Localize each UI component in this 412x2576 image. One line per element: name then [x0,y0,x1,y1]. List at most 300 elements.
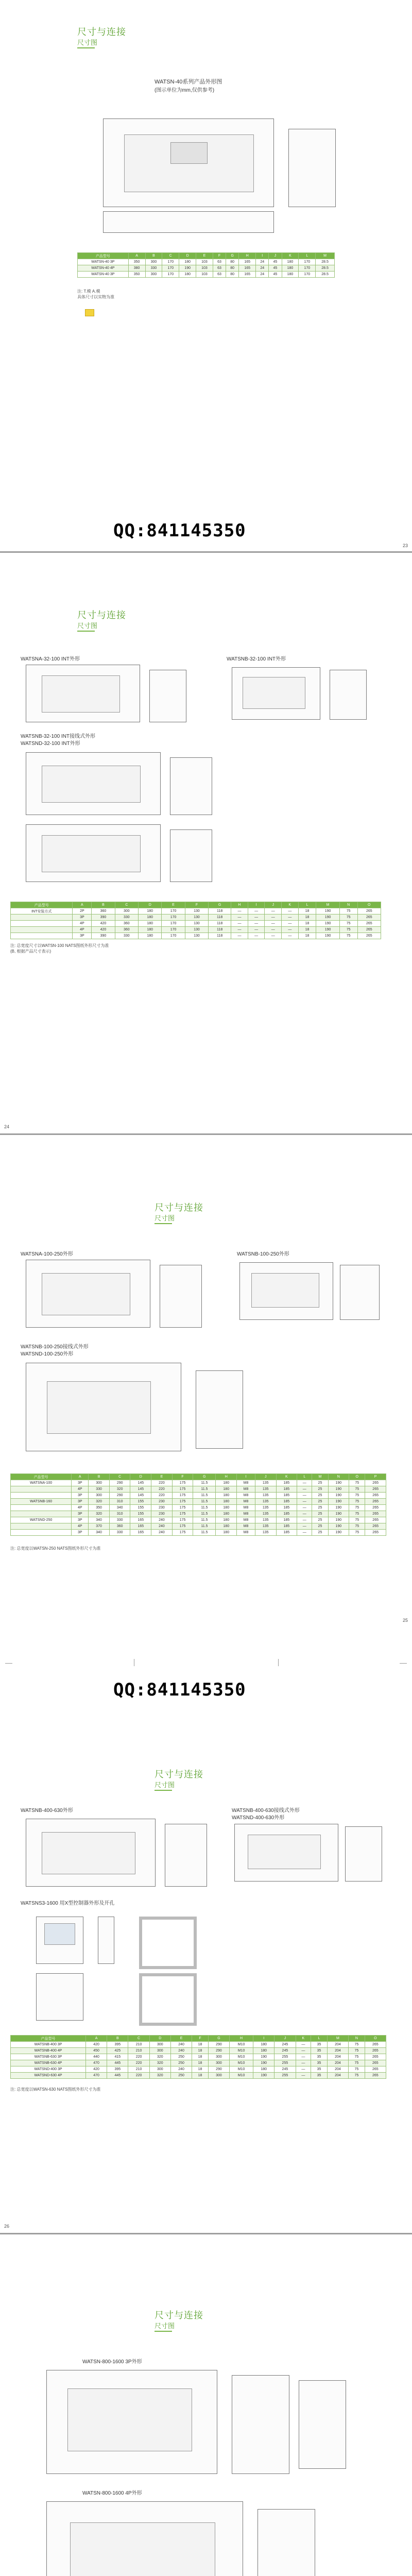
table-cell: 300 [115,908,138,914]
table-cell: WATSNB-160 [11,1499,72,1505]
watermark-text: QQ:841145350 [113,1680,246,1700]
table-cell: 180 [216,1493,237,1499]
table-header-cell: L [311,2036,328,2042]
table-cell: 450 [86,2048,107,2054]
table-row [11,1511,386,1517]
table-cell: 240 [170,2066,192,2073]
table-cell: 265 [365,2048,386,2054]
table-cell: 220 [151,1486,173,1493]
table-header-cell: L [298,902,316,908]
table-cell: — [248,933,265,939]
table-cell: 11.5 [193,1486,216,1493]
controller-cutout-2 [139,1973,197,2026]
table-cell: 250 [170,2060,192,2066]
table-cell: 35 [311,2048,328,2054]
table-cell: — [248,921,265,927]
table-cell: M10 [230,2048,253,2054]
table-cell: 3P [72,1530,89,1536]
page-2 [0,582,412,1154]
table-header-cell: D [179,253,196,259]
table-cell: — [297,1517,312,1523]
table-header-cell: J [265,902,282,908]
table-header-cell: E [170,2036,192,2042]
table-cell: 3P [72,1499,89,1505]
table-cell: 420 [92,927,115,933]
table-cell: 204 [327,2054,348,2060]
controller-front [36,1917,83,1964]
table-row [11,1493,386,1499]
table-header-cell: H [216,1474,237,1480]
table-cell: — [297,1493,312,1499]
dimension-table [77,252,335,278]
title-underline [154,1223,172,1224]
drawing-b [46,2501,243,2576]
table-cell [11,933,73,939]
table-cell: 204 [327,2066,348,2073]
table-cell: 265 [365,2060,386,2066]
table-header-cell: 产品型号 [11,2036,86,2042]
table-cell: 265 [365,1493,386,1499]
drawing-c-side [170,757,212,815]
table-row [78,265,335,272]
table-cell: 340 [89,1530,110,1536]
table-row [11,2048,386,2054]
table-cell: 300 [149,2042,170,2048]
table-header-cell: L [299,253,316,259]
title-underline [77,47,95,48]
table-header-cell: I [248,902,265,908]
table-cell: 330 [145,265,162,272]
table-cell: 155 [130,1505,151,1511]
table-cell: 180 [179,259,196,265]
table-cell: 190 [253,2073,274,2079]
crop-mark [278,1659,279,1666]
table-cell: 185 [276,1505,297,1511]
table-row [11,908,381,914]
table-cell: 180 [139,914,162,921]
table-cell: 25 [312,1505,328,1511]
table-cell: 190 [316,908,339,914]
table-cell: 170 [162,272,179,278]
table-note: 注: 总宽度尺寸以WATSN-100 NATS图纸外形尺寸为准 (B, 根据产品尺寸表示) [10,943,109,954]
drawing-label-a: WATSNA-100-250外形 [21,1251,73,1257]
table-cell: 265 [357,921,381,927]
table-cell: — [296,2066,311,2073]
table-cell: 240 [151,1517,173,1523]
table-header-cell: M [327,2036,348,2042]
table-cell: 265 [365,1499,386,1505]
table-cell: 330 [109,1517,130,1523]
table-row [11,1480,386,1486]
table-cell: 18 [192,2073,209,2079]
table-cell: 190 [328,1517,349,1523]
table-cell: 220 [128,2073,149,2079]
table-header-cell: 产品型号 [11,902,73,908]
table-cell [11,914,73,921]
table-cell: 3P [72,1511,89,1517]
table-cell: 175 [172,1530,193,1536]
table-cell: 24 [256,259,269,265]
table-cell: 3P [72,1493,89,1499]
table-cell: 18 [192,2066,209,2073]
table-cell: 80 [226,272,239,278]
table-cell: 395 [107,2066,128,2073]
table-header-cell: A [72,1474,89,1480]
table-cell: M8 [237,1530,255,1536]
table-header-cell: F [192,2036,209,2042]
table-cell: 320 [109,1486,130,1493]
table-header-cell: G [208,2036,229,2042]
table-cell: 250 [170,2073,192,2079]
table-cell: 265 [365,1505,386,1511]
handle-panel [170,142,208,164]
table-header-cell: C [162,253,179,259]
table-cell: 380 [128,265,145,272]
table-cell: 25 [312,1499,328,1505]
table-cell: — [282,921,299,927]
table-cell: 185 [276,1517,297,1523]
table-header-cell: D [149,2036,170,2042]
table-cell: 180 [179,272,196,278]
table-cell: 130 [185,921,208,927]
table-cell: 4P [72,1505,89,1511]
section-subtitle: 尺寸图 [154,1214,175,1222]
page-separator [0,1133,412,1135]
title-underline [154,1790,172,1791]
table-cell: 75 [349,1505,365,1511]
table-cell: 75 [349,1493,365,1499]
table-header-cell: F [172,1474,193,1480]
table-row [78,259,335,265]
table-cell: 18 [298,914,316,921]
watermark-text: QQ:841145350 [113,520,246,541]
table-cell: 210 [128,2042,149,2048]
table-header-cell: N [339,902,357,908]
table-cell: 155 [130,1499,151,1505]
table-cell: 180 [216,1517,237,1523]
table-cell: 220 [128,2060,149,2066]
table-cell: WATSND-630 4P [11,2073,86,2079]
section-title: 尺寸与连接 [154,2310,203,2320]
table-cell: 75 [349,2048,365,2054]
controller-back [36,1973,83,2021]
table-cell: 310 [109,1499,130,1505]
table-cell: 415 [107,2054,128,2060]
crop-mark [5,1663,12,1664]
table-cell: 11.5 [193,1517,216,1523]
table-cell: 300 [208,2060,229,2066]
table-cell: 63 [213,259,226,265]
table-cell: 75 [349,2060,365,2066]
table-cell: 25 [312,1480,328,1486]
table-cell: 300 [208,2054,229,2060]
table-cell: 470 [86,2073,107,2079]
page-1 [0,0,412,572]
table-cell: 170 [162,259,179,265]
table-cell: 4P [73,921,92,927]
table-header-cell: O [357,902,381,908]
drawing-label-d: WATSNS3-1600 用X型控制器外形及开孔 [21,1901,115,1906]
table-header-cell: B [92,902,115,908]
table-cell: 75 [349,2042,365,2048]
table-cell: 190 [328,1493,349,1499]
table-cell: 25 [312,1493,328,1499]
table-cell: 265 [365,1523,386,1530]
table-cell: 220 [151,1480,173,1486]
table-cell: 190 [253,2054,274,2060]
drawing-label-a: WATSN-800-1600 3P外形 [82,2359,142,2365]
table-cell: 420 [92,921,115,927]
table-cell: 170 [299,259,316,265]
drawing-a-side [165,1824,207,1887]
table-cell: M10 [230,2042,253,2048]
table-cell: 265 [365,1517,386,1523]
drawing-a-side [232,2375,289,2474]
table-header-cell: B [107,2036,128,2042]
table-row [11,1530,386,1536]
section-title: 尺寸与连接 [77,610,126,620]
table-cell: 11.5 [193,1511,216,1517]
table-cell: 175 [172,1499,193,1505]
note-sticker-icon [85,309,94,316]
table-cell: 445 [107,2073,128,2079]
table-cell: 11.5 [193,1499,216,1505]
table-cell: 190 [328,1486,349,1493]
table-cell: — [231,921,248,927]
table-cell: M8 [237,1480,255,1486]
table-cell: 3P [73,914,92,921]
table-cell: 135 [255,1523,276,1530]
drawing-label-d: WATSND-32-100 INT外形 [21,741,80,747]
table-cell: 360 [115,921,138,927]
table-header-row [11,2036,386,2042]
table-cell: — [248,927,265,933]
table-cell: 185 [276,1530,297,1536]
drawing-label-a: WATSNB-400-630外形 [21,1808,73,1814]
table-cell: 204 [327,2073,348,2079]
table-cell: 18 [192,2042,209,2048]
table-cell [11,921,73,927]
page-5 [0,2267,412,2576]
table-cell: 11.5 [193,1480,216,1486]
table-cell: 63 [213,272,226,278]
table-cell: 175 [172,1486,193,1493]
table-cell: 25 [312,1530,328,1536]
table-cell: M10 [230,2054,253,2060]
table-cell: 180 [216,1486,237,1493]
table-cell: 4P [72,1523,89,1530]
table-header-cell: K [282,253,299,259]
table-cell: 103 [196,265,213,272]
table-cell: 204 [327,2048,348,2054]
table-cell: 135 [255,1530,276,1536]
drawing-label-d: WATSND-100-250外形 [21,1351,74,1357]
table-header-cell: A [86,2036,107,2042]
table-row [11,1517,386,1523]
table-cell: 180 [282,259,299,265]
table-cell: 204 [327,2042,348,2048]
table-header-cell: K [276,1474,297,1480]
table-cell: 240 [151,1530,173,1536]
drawing-label-b: WATSNB-32-100 INT外形 [227,656,286,662]
table-cell: 265 [365,1480,386,1486]
table-row [11,2060,386,2066]
table-row [11,1505,386,1511]
table-cell: 340 [109,1505,130,1511]
table-cell: 185 [276,1480,297,1486]
table-row [11,1486,386,1493]
table-row [11,1523,386,1530]
table-cell: 135 [255,1486,276,1493]
table-header-cell: N [328,1474,349,1480]
table-header-cell: H [230,2036,253,2042]
table-cell: 180 [216,1511,237,1517]
table-cell: 175 [172,1523,193,1530]
table-cell: 3P [73,933,92,939]
table-cell: 300 [145,272,162,278]
table-cell: — [265,921,282,927]
table-cell: 170 [162,927,185,933]
table-cell: 425 [107,2048,128,2054]
drawing-label-a: WATSNA-32-100 INT外形 [21,656,80,662]
table-header-cell: M [316,253,335,259]
table-cell: 165 [130,1523,151,1530]
bottom-view-drawing [103,211,274,233]
table-header-cell: J [255,1474,276,1480]
table-cell: 130 [185,933,208,939]
table-cell: 245 [274,2066,296,2073]
table-header-cell: G [209,902,231,908]
table-cell: — [282,927,299,933]
table-cell: 118 [209,933,231,939]
table-cell: 35 [311,2073,328,2079]
table-cell: 290 [109,1493,130,1499]
drawing-d [26,824,161,882]
table-header-row [78,253,335,259]
table-cell: 230 [151,1511,173,1517]
table-cell: 185 [276,1499,297,1505]
table-cell: 190 [328,1505,349,1511]
table-cell: 290 [208,2042,229,2048]
table-header-cell: H [231,902,248,908]
table-header-row [11,902,381,908]
table-cell: 255 [274,2054,296,2060]
table-header-cell: O [365,2036,386,2042]
table-cell: 420 [86,2042,107,2048]
section-title: 尺寸与连接 [154,1769,203,1780]
drawing-title: WATSN-40系列产品外形图 [154,79,222,85]
table-cell: 210 [128,2048,149,2054]
table-cell: 135 [255,1499,276,1505]
controller-cutout [139,1917,197,1969]
page-separator [0,2233,412,2234]
drawing-label-b: WATSNB-400-630接线式外形 [232,1808,300,1814]
table-cell: 11.5 [193,1505,216,1511]
table-cell: INT安装方式 [11,908,73,914]
table-cell: 330 [115,933,138,939]
page-3 [0,1164,412,1721]
table-cell: 18 [192,2054,209,2060]
page-separator [0,551,412,553]
table-cell: 190 [316,927,339,933]
table-cell: 75 [339,933,357,939]
table-cell: 290 [208,2048,229,2054]
page-number: 24 [4,1124,10,1129]
table-cell: 118 [209,921,231,927]
table-cell: 11.5 [193,1523,216,1530]
table-header-cell: 产品型号 [78,253,129,259]
title-underline [77,631,95,632]
table-cell: — [248,908,265,914]
drawing-label-c: WATSND-400-630外形 [232,1815,285,1821]
table-header-cell: C [128,2036,149,2042]
table-cell: 145 [130,1480,151,1486]
table-cell: 330 [109,1530,130,1536]
table-header-cell: B [145,253,162,259]
table-cell: 80 [226,265,239,272]
table-header-cell: N [349,2036,365,2042]
table-cell: 145 [130,1486,151,1493]
table-header-cell: K [296,2036,311,2042]
table-cell: 190 [328,1511,349,1517]
table-cell: 190 [328,1480,349,1486]
table-cell: 265 [357,927,381,933]
table-cell: — [296,2054,311,2060]
table-cell: 180 [139,921,162,927]
table-cell: 180 [216,1523,237,1530]
table-cell: WATSNB-400 3P [11,2042,86,2048]
table-cell: 320 [89,1511,110,1517]
table-cell: 170 [299,265,316,272]
table-cell: 360 [109,1523,130,1530]
table-cell: 265 [365,1486,386,1493]
table-cell [11,1523,72,1530]
table-cell: 185 [276,1493,297,1499]
table-header-cell: C [109,1474,130,1480]
page-4 [0,1736,412,2251]
table-cell: 300 [149,2048,170,2054]
table-cell: 190 [328,1499,349,1505]
drawing-label-b: WATSNB-100-250外形 [237,1251,289,1257]
table-cell: 360 [115,927,138,933]
table-cell: 11.5 [193,1493,216,1499]
table-cell: — [282,933,299,939]
table-cell: M10 [230,2073,253,2079]
table-cell: 75 [349,1517,365,1523]
table-header-cell: G [226,253,239,259]
table-cell [11,1486,72,1493]
table-cell: 180 [282,272,299,278]
table-cell: 300 [89,1493,110,1499]
table-cell: WATSN-40 3P [78,259,129,265]
controller-side [98,1917,114,1964]
table-cell: — [297,1480,312,1486]
table-header-cell: 产品型号 [11,1474,72,1480]
table-cell: 75 [349,1486,365,1493]
table-header-cell: D [139,902,162,908]
table-cell: — [297,1523,312,1530]
table-cell: 18 [192,2048,209,2054]
table-cell: 265 [365,2073,386,2079]
table-header-cell: J [274,2036,296,2042]
table-row [11,2054,386,2060]
section-title: 尺寸与连接 [154,1202,203,1213]
table-cell: 255 [274,2073,296,2079]
table-cell: 290 [109,1480,130,1486]
table-cell: WATSNB-630 4P [11,2060,86,2066]
table-cell: — [296,2042,311,2048]
page-number: 26 [4,2224,10,2229]
